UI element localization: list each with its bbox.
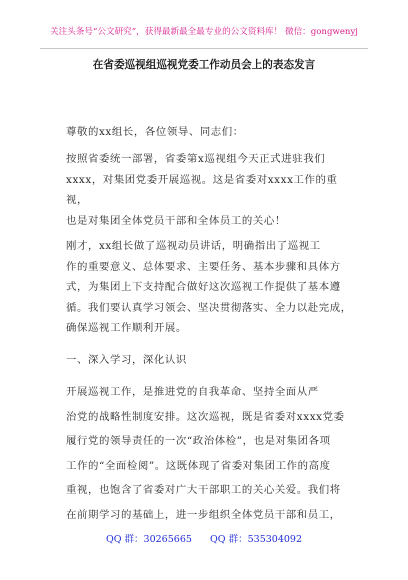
- section-paragraph: 开展巡视工作，是推进党的自我革命、坚持全面从严 治党的战略性制度安排。这次巡视，既是省委对xxxx党委 履行党的领导责任的一次“政治体检”，也是对集团各项 工作的“全面检阅”。这既体现了省委对集团工作的高度 重视，也饱含了省委对广大干部职工的关心关爱。我们将 在前期学习的基础上，进一步组织全体党员干部和员工，: [66, 386, 345, 521]
- header-banner: 关注头条号“公文研究”，获得最新最全最专业的公文资料库！ 微信：gongwenyj: [50, 27, 358, 37]
- footer-qq-groups: QQ 群：30265665 QQ 群：535304092: [105, 534, 303, 545]
- paragraph-1: 按照省委统一部署，省委第x巡视组今天正式进驻我们 xxxx，对集团党委开展巡视。这是省委对xxxx工作的重视， 也是对集团全体党员干部和全体员工的关心！: [66, 153, 338, 227]
- header-divider: [40, 48, 368, 49]
- document-title: 在省委巡视组巡视党委工作动员会上的表态发言: [92, 59, 316, 71]
- salutation: 尊敬的xx组长，各位领导、同志们：: [66, 126, 244, 138]
- paragraph-2: 刚才，xx组长做了巡视动员讲话，明确指出了巡视工 作的重要意义、总体要求、主要任务、基本步骤和具体方 式，为集团上下支持配合做好这次巡视工作提供了基本遵 循。我们要认真学习领会、坚决贯彻落实、全力以赴完成， 确保巡视工作顺利开展。: [66, 240, 352, 334]
- section-heading: 一、深入学习，深化认识: [66, 354, 187, 366]
